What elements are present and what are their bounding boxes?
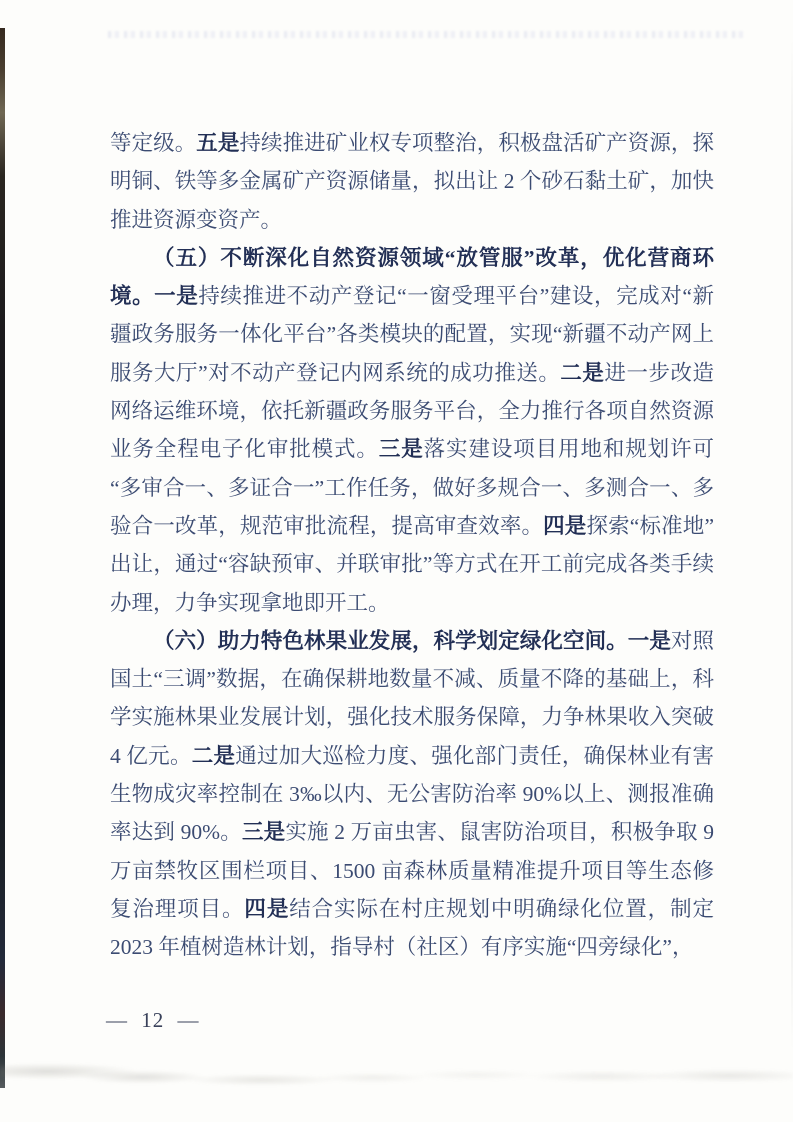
paragraph xyxy=(110,239,714,622)
emphasis-segment: 一是 xyxy=(627,628,671,653)
scan-edge-left xyxy=(0,28,5,1088)
emphasis-segment: 三是 xyxy=(241,820,286,845)
emphasis-segment: 三是 xyxy=(378,437,424,462)
text-segment: 落实建设项目用地和规划许可“多审合一、多证合一”工作任务，做好多规合一、多测合一、多验合一改革，规范审批流程，提高审查效率。 xyxy=(110,437,714,538)
page-footer xyxy=(106,1008,200,1033)
emphasis-segment: 五是 xyxy=(196,131,240,155)
page-number: — 12 — xyxy=(106,1008,200,1032)
emphasis-segment: 四是 xyxy=(244,896,290,921)
text-segment: 实施 2 万亩虫害、鼠害防治项目，积极争取 9 万亩禁牧区围栏项目、1500 亩森林质量精准提升项目等生态修复治理项目。 xyxy=(110,820,714,921)
text-segment: 结合实际在村庄规划中明确绿化位置，制定 2023 年植树造林计划，指导村（社区）有序实施“四旁绿化”， xyxy=(110,896,714,960)
emphasis-segment: 二是 xyxy=(560,360,605,385)
scan-bottom-shadow xyxy=(0,1056,793,1090)
text-segment: 探索“标准地”出让，通过“容缺预审、并联审批”等方式在开工前完成各类手续办理，力争实现拿地即开工。 xyxy=(110,513,714,615)
text-segment: 持续推进矿业权专项整治，积极盘活矿产资源，探明铜、铁等多金属矿产资源储量，拟出让 2 个砂石黏土矿，加快推进资源变资产。 xyxy=(110,131,714,232)
emphasis-segment: 二是 xyxy=(191,743,236,768)
paragraph xyxy=(110,124,714,239)
text-segment: 对照国土“三调”数据，在确保耕地数量不减、质量不降的基础上，科学实施林果业发展计划，强化技术服务保障，力争林果收入突破 4 亿元。 xyxy=(110,628,714,768)
emphasis-segment: （五）不断深化自然资源领域“放管服”改革，优化营商环境。 xyxy=(110,245,714,309)
emphasis-segment: 四是 xyxy=(543,513,587,538)
text-segment: 等定级。 xyxy=(110,131,197,155)
paragraph xyxy=(110,622,714,967)
emphasis-segment: （六）助力特色林果业发展，科学划定绿化空间。 xyxy=(153,628,628,653)
text-segment: 通过加大巡检力度、强化部门责任，确保林业有害生物成灾率控制在 3‰以内、无公害防治率 90%以上、测报准确率达到 90%。 xyxy=(110,743,714,845)
text-segment: 持续推进不动产登记“一窗受理平台”建设，完成对“新疆政务服务一体化平台”各类模块的配置，实现“新疆不动产网上服务大厅”对不动产登记内网系统的成功推送。 xyxy=(110,284,714,385)
scan-bleed-artifact xyxy=(108,31,748,38)
emphasis-segment: 一是 xyxy=(154,284,199,309)
text-segment: 进一步改造网络运维环境，依托新疆政务服务平台，全力推行各项自然资源业务全程电子化审批模式。 xyxy=(110,360,714,462)
text-body xyxy=(110,124,714,967)
